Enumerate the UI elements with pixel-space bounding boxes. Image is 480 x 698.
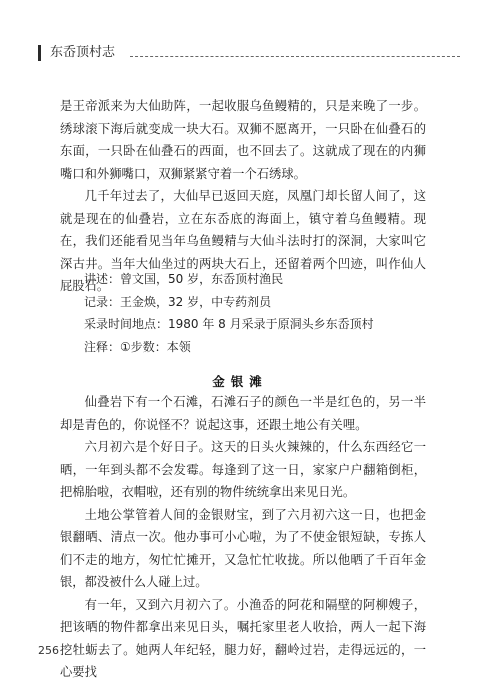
- note-line: 注释：①步数：本领: [84, 339, 191, 354]
- recorder-line: 记录：王金焕，32 岁，中专药剂员: [84, 294, 272, 309]
- time-place-line: 采录时间地点：1980 年 8 月采录于原洞头乡东岙顶村: [84, 317, 374, 331]
- header-title: 东岙顶村志: [50, 45, 116, 60]
- story2-text: [60, 391, 426, 684]
- page-number: 256: [38, 644, 59, 657]
- running-header: [38, 44, 460, 64]
- story-credits: [84, 268, 424, 358]
- story2-paragraph-2: 六月初六是个好日子。这天的日头火辣辣的，什么东西经它一晒，一年到头都不会发霉。每逢到了这一日，家家户户翻箱倒柜，把棉胎啦，衣帽啦，还有别的物件统统拿出来见日光。: [60, 440, 426, 499]
- story2-paragraph-1: 仙叠岩下有一个石滩，石滩石子的颜色一半是红色的，另一半却是青色的，你说怪不？说起这事，还跟土地公有关哩。: [60, 395, 426, 432]
- story2-paragraph-4: 有一年，又到六月初六了。小渔岙的阿花和隔壁的阿柳嫂子，把该晒的物件都拿出来见日头，嘱托家里老人收拾，两人一起下海挖牡蛎去了。她两人年纪轻，腿力好，翻岭过岩，走得远远的，一心要找: [60, 597, 426, 679]
- story1-paragraph-2: 几千年过去了，大仙早已返回天庭，凤凰门却长留人间了，这就是现在的仙叠岩，立在东岙底的海面上，镇守着乌鱼鳗精。现在，我们还能看见当年乌鱼鳗精与大仙斗法时打的深洞，大家叫它深古井。当年大仙坐过的两块大石上，还留着两个凹迹，叫作仙人屁股石。: [60, 189, 426, 293]
- narrator-line: 讲述：曾文国，50 岁，东岙顶村渔民: [84, 272, 284, 286]
- story1-paragraph-1: 是王帝派来为大仙助阵，一起收服乌鱼鳗精的，只是来晚了一步。绣球滚下海后就变成一块大石。双狮不愿离开，一只卧在仙叠石的东面，一只卧在仙叠石的西面，也不回去了。这就成了现在的内狮嘴口和外狮嘴口，双狮紧紧守着一个石绣球。: [60, 99, 426, 181]
- header-bar: [38, 45, 41, 61]
- section-title: 金银滩: [212, 374, 268, 389]
- story2-paragraph-3: 土地公掌管着人间的金银财宝，到了六月初六这一日，也把金银翻晒、清点一次。他办事可小心啦，为了不使金银短缺，专拣人们不走的地方，匆忙忙摊开，又急忙忙收拢。所以他晒了千百年金银，都没被什么人碰上过。: [60, 507, 426, 589]
- header-rule: [130, 56, 460, 57]
